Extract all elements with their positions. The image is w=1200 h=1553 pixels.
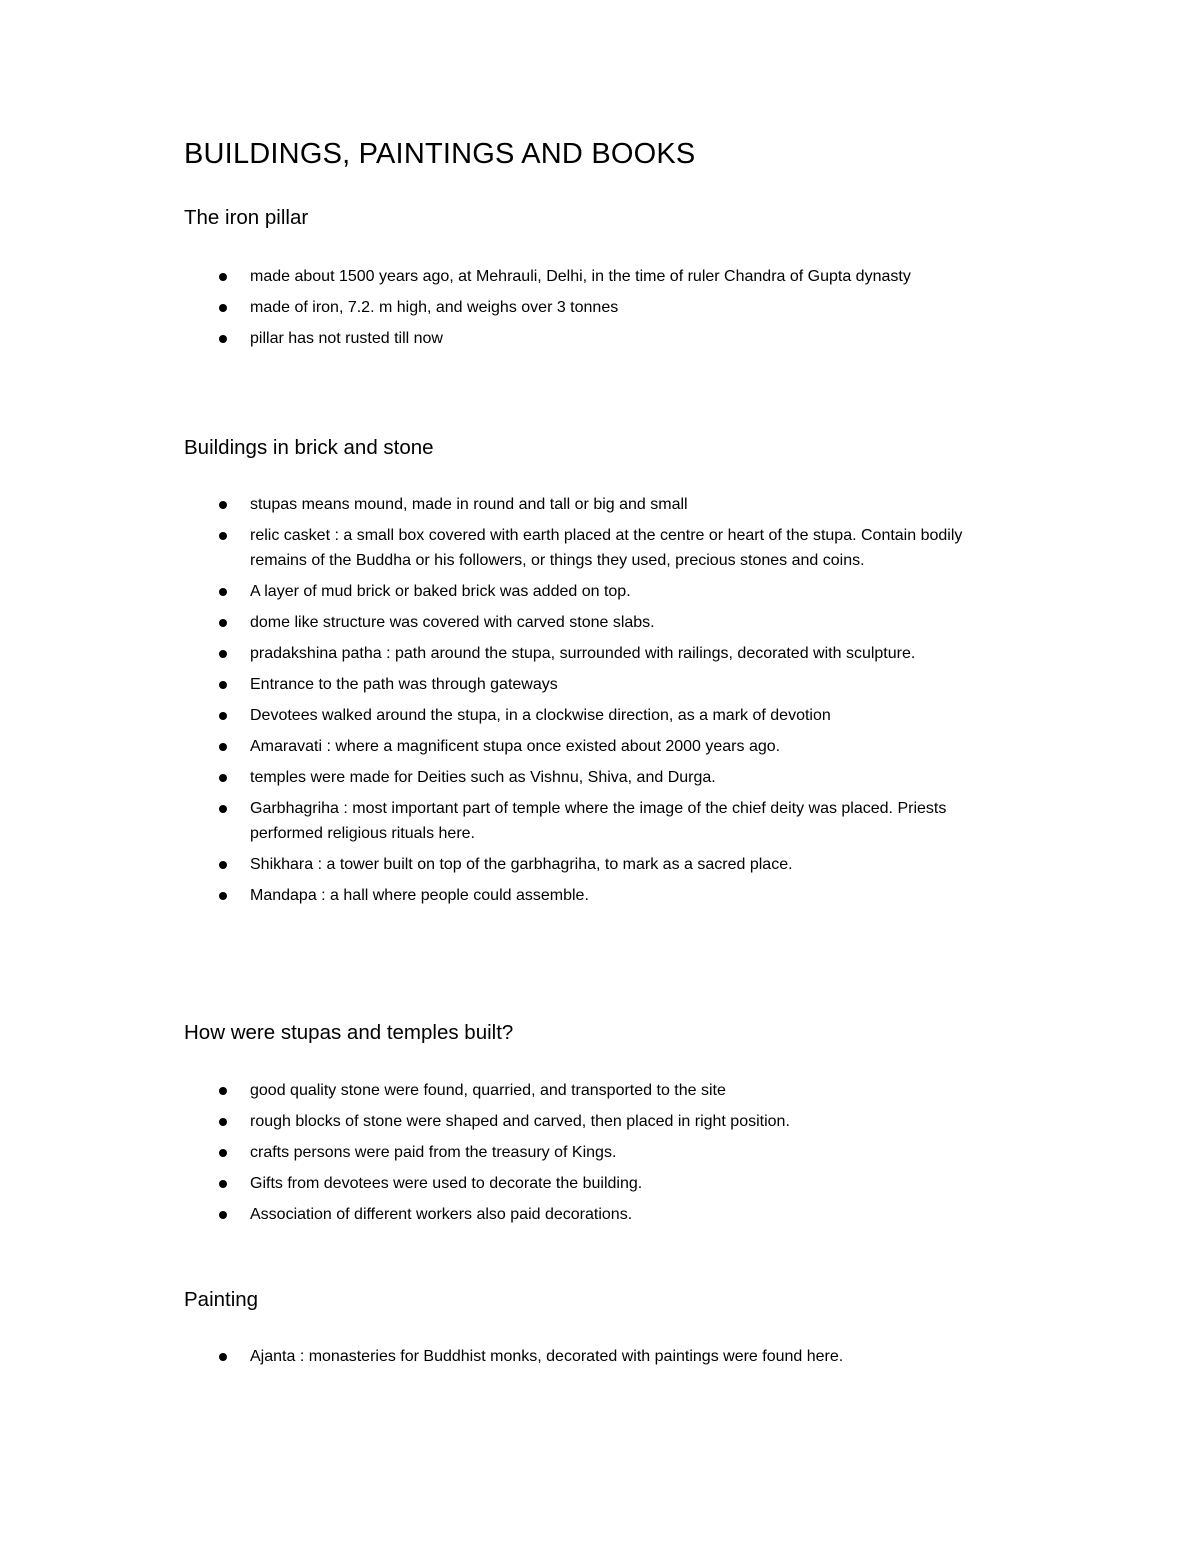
section-heading-stupas-temples-built: How were stupas and temples built? bbox=[184, 1021, 514, 1044]
bullet-icon bbox=[219, 1180, 227, 1188]
list-item bbox=[0, 1202, 1020, 1227]
list-item bbox=[0, 1078, 1020, 1103]
list-item bbox=[0, 579, 1020, 604]
bullet-icon bbox=[219, 304, 227, 312]
bullet-list-iron-pillar bbox=[0, 264, 1020, 357]
list-item-text: relic casket : a small box covered with earth placed at the centre or heart of the stupa. Contain bodily remains of the Buddha or his followers, or things they used, precious stones and coins. bbox=[250, 527, 963, 569]
bullet-icon bbox=[219, 335, 227, 343]
list-item bbox=[0, 641, 1020, 666]
list-item-text: Amaravati : where a magnificent stupa once existed about 2000 years ago. bbox=[250, 738, 781, 755]
list-item bbox=[0, 765, 1020, 790]
list-item bbox=[0, 703, 1020, 728]
bullet-icon bbox=[219, 1149, 227, 1157]
bullet-icon bbox=[219, 774, 227, 782]
list-item bbox=[0, 326, 1020, 351]
list-item bbox=[0, 1171, 1020, 1196]
list-item-text: made about 1500 years ago, at Mehrauli, Delhi, in the time of ruler Chandra of Gupta dynasty bbox=[250, 268, 911, 285]
list-item bbox=[0, 883, 1020, 908]
page-title: BUILDINGS, PAINTINGS AND BOOKS bbox=[184, 138, 696, 170]
list-item-text: Devotees walked around the stupa, in a clockwise direction, as a mark of devotion bbox=[250, 707, 831, 724]
list-item-text: Mandapa : a hall where people could assemble. bbox=[250, 887, 589, 904]
list-item-text: Ajanta : monasteries for Buddhist monks, decorated with paintings were found here. bbox=[250, 1348, 844, 1365]
bullet-icon bbox=[219, 650, 227, 658]
section-heading-painting: Painting bbox=[184, 1288, 259, 1311]
list-item bbox=[0, 523, 1020, 573]
bullet-list-painting bbox=[0, 1344, 1020, 1375]
bullet-icon bbox=[219, 861, 227, 869]
list-item bbox=[0, 1109, 1020, 1134]
bullet-icon bbox=[219, 892, 227, 900]
bullet-icon bbox=[219, 1353, 227, 1361]
list-item-text: A layer of mud brick or baked brick was added on top. bbox=[250, 583, 631, 600]
list-item bbox=[0, 734, 1020, 759]
bullet-icon bbox=[219, 743, 227, 751]
bullet-icon bbox=[219, 1087, 227, 1095]
list-item bbox=[0, 492, 1020, 517]
bullet-list-buildings-brick-stone bbox=[0, 492, 1020, 914]
list-item-text: rough blocks of stone were shaped and carved, then placed in right position. bbox=[250, 1113, 790, 1130]
bullet-icon bbox=[219, 273, 227, 281]
bullet-icon bbox=[219, 805, 227, 813]
list-item-text: Shikhara : a tower built on top of the garbhagriha, to mark as a sacred place. bbox=[250, 856, 793, 873]
list-item bbox=[0, 295, 1020, 320]
list-item bbox=[0, 610, 1020, 635]
list-item-text: Gifts from devotees were used to decorate the building. bbox=[250, 1175, 643, 1192]
list-item-text: dome like structure was covered with carved stone slabs. bbox=[250, 614, 655, 631]
section-heading-iron-pillar: The iron pillar bbox=[184, 206, 309, 229]
list-item bbox=[0, 1140, 1020, 1165]
bullet-icon bbox=[219, 588, 227, 596]
list-item-text: good quality stone were found, quarried, and transported to the site bbox=[250, 1082, 726, 1099]
list-item-text: pillar has not rusted till now bbox=[250, 330, 443, 347]
list-item bbox=[0, 672, 1020, 697]
list-item-text: crafts persons were paid from the treasury of Kings. bbox=[250, 1144, 617, 1161]
list-item-text: stupas means mound, made in round and tall or big and small bbox=[250, 496, 688, 513]
bullet-icon bbox=[219, 532, 227, 540]
list-item-text: pradakshina patha : path around the stupa, surrounded with railings, decorated with sculpture. bbox=[250, 645, 916, 662]
bullet-icon bbox=[219, 1118, 227, 1126]
section-heading-buildings-brick-stone: Buildings in brick and stone bbox=[184, 436, 434, 459]
list-item-text: Entrance to the path was through gateways bbox=[250, 676, 558, 693]
list-item bbox=[0, 796, 1020, 846]
list-item bbox=[0, 1344, 1020, 1369]
bullet-list-stupas-temples-built bbox=[0, 1078, 1020, 1233]
bullet-icon bbox=[219, 712, 227, 720]
list-item-text: made of iron, 7.2. m high, and weighs over 3 tonnes bbox=[250, 299, 619, 316]
list-item-text: Association of different workers also paid decorations. bbox=[250, 1206, 633, 1223]
list-item-text: temples were made for Deities such as Vishnu, Shiva, and Durga. bbox=[250, 769, 716, 786]
bullet-icon bbox=[219, 1211, 227, 1219]
list-item-text: Garbhagriha : most important part of temple where the image of the chief deity was placed. Priests performed religious rituals here. bbox=[250, 800, 947, 842]
bullet-icon bbox=[219, 619, 227, 627]
list-item bbox=[0, 852, 1020, 877]
bullet-icon bbox=[219, 681, 227, 689]
list-item bbox=[0, 264, 1020, 289]
bullet-icon bbox=[219, 501, 227, 509]
